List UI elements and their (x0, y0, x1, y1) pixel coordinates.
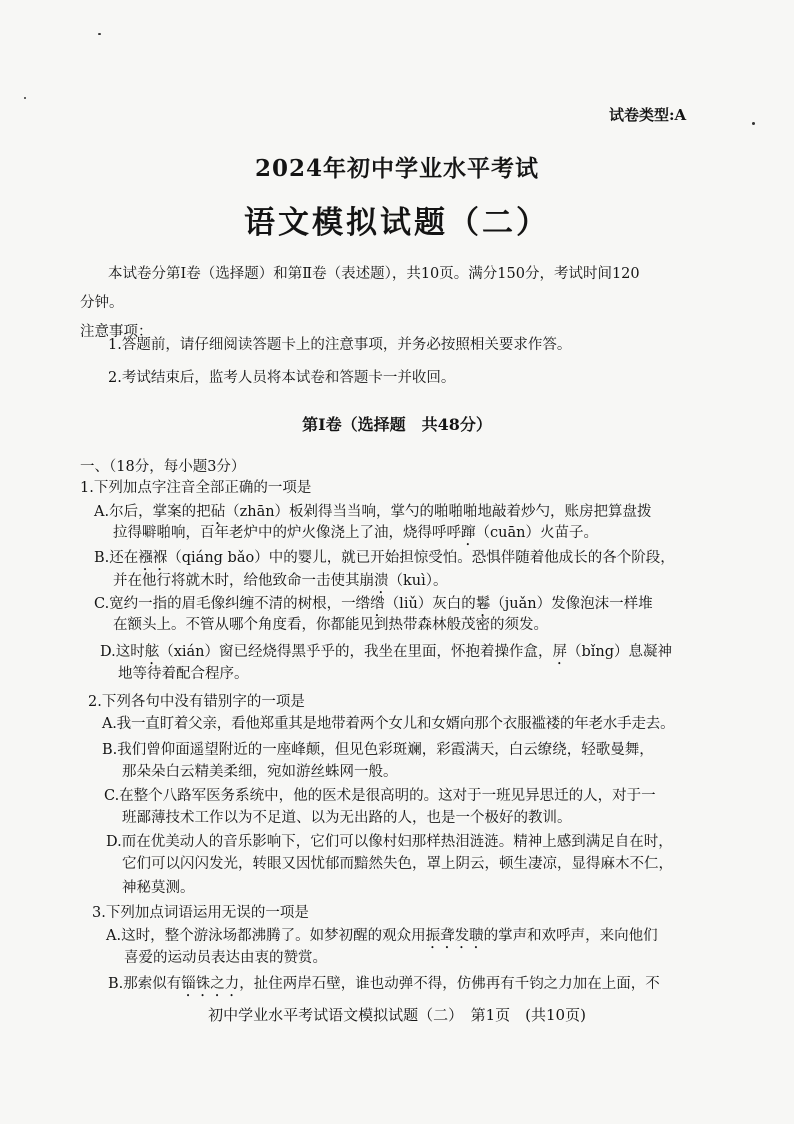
question-1-stem: 1.下列加点字注音全部正确的一项是 (80, 480, 312, 496)
emphasized-char: 屏 (552, 644, 568, 660)
question-2-option-c: C.在整个八路军医务系统中，他的医术是很高明的。这对于一班见异思迁的人，对于一 (104, 788, 656, 804)
scan-speck (752, 122, 755, 125)
question-2-option-d-cont: 它们可以闪闪发光，转眼又因忧郁而黯然失色，罩上阴云，顿生凄凉，显得麻木不仁， (122, 856, 673, 872)
intro-line-2: 分钟。 (80, 295, 124, 311)
option-text: （juǎn）发像泡沫一样堆 (490, 596, 653, 612)
notes-item-2: 2.考试结束后，监考人员将本试卷和答题卡一并收回。 (108, 370, 456, 386)
emphasized-phrase: 锱铢之力 (181, 976, 240, 992)
option-text: A.这时，整个游泳场都沸腾了。如梦初醒的观众用 (106, 928, 426, 944)
emphasized-char: 绺 (370, 596, 385, 612)
question-1-option-a-cont (113, 521, 598, 549)
question-3-option-b (108, 972, 660, 1000)
emphasized-char: 舷 (144, 644, 160, 660)
option-text: 的掌声和欢呼声，来向他们 (483, 928, 658, 944)
notes-item-1: 1.答题前，请仔细阅读答题卡上的注意事项，并务必按照相关要求作答。 (108, 337, 572, 353)
option-text: 并在他行将就木时，给他致命一击使其崩 (113, 573, 374, 589)
option-text: 拉得噼啪响，百年老炉中的炉火像浇上了油，烧得呼呼 (113, 525, 461, 541)
emphasized-char: 襁褓 (138, 550, 168, 566)
option-text: （bǐng）息凝神 (567, 644, 673, 660)
question-2-option-d: D.而在优美动人的音乐影响下，它们可以像村妇那样热泪涟涟。精神上感到满足自在时， (106, 834, 673, 850)
scan-speck (98, 33, 101, 35)
emphasized-phrase: 振聋发聩 (425, 928, 484, 944)
emphasized-char: 砧 (210, 504, 226, 520)
emphasized-char: 溃 (374, 573, 389, 589)
emphasized-char: 鬈 (475, 596, 491, 612)
option-text: （zhān）板剁得当当响，掌勺的啪啪啪地敲着炒勺，账房把算盘拨 (225, 504, 652, 520)
question-3-stem: 3.下列加点词语运用无误的一项是 (92, 905, 309, 921)
option-text: ，扯住两岸石壁，谁也动弹不得，仿佛再有千钧之力加在上面，不 (239, 976, 660, 992)
question-2-option-d-cont-2: 神秘莫测。 (122, 880, 195, 896)
question-2-option-b-cont: 那朵朵白云精美柔细，宛如游丝蛛网一般。 (122, 764, 398, 780)
exam-title: 2024年初中学业水平考试 (254, 155, 539, 182)
notes-heading: 注意事项： (80, 324, 153, 340)
scan-speck (24, 97, 26, 99)
option-text: （xián）窗已经烧得黑乎乎的，我坐在里面，怀抱着操作盒， (159, 644, 553, 660)
question-2-option-a: A.我一直盯着父亲，看他郑重其是地带着两个女儿和女婿向那个衣服褴褛的年老水手走去。 (102, 716, 675, 732)
question-2-option-b: B.我们曾仰面遥望附近的一座峰颠，但见色彩斑斓，彩霞满天，白云缭绕，轻歌曼舞， (102, 742, 654, 758)
intro-line-1: 本试卷分第Ⅰ卷（选择题）和第Ⅱ卷（表述题），共10页。满分150分，考试时间120 (108, 266, 640, 282)
option-text: C.宽约一指的眉毛像纠缠不清的树根，一绺 (94, 596, 371, 612)
paper-type-label: 试卷类型:A (609, 106, 687, 124)
question-3-option-a-cont: 喜爱的运动员表达由衷的赞赏。 (124, 950, 327, 966)
option-text: B.那索似有 (108, 976, 182, 992)
option-text: A.尔后，掌案的把 (94, 504, 211, 520)
question-2-stem: 2.下列各句中没有错别字的一项是 (88, 694, 305, 710)
question-1-option-d-cont: 地等待着配合程序。 (118, 666, 249, 682)
option-text: （cuān）火苗子。 (475, 525, 598, 541)
question-2-option-c-cont: 班鄙薄技术工作以为不足道、以为无出路的人，也是一个极好的教训。 (122, 810, 572, 826)
page-footer: 初中学业水平考试语文模拟试题（二） 第1页 (共10页) (208, 1006, 586, 1024)
question-1-option-c-cont: 在额头上。不管从哪个角度看，你都能见到热带森林般茂密的须发。 (113, 617, 548, 633)
option-text: D.这时 (100, 644, 145, 660)
section-heading: 第Ⅰ卷（选择题 共48分） (302, 415, 492, 434)
option-text: （qiáng bǎo）中的婴儿，就已开始担惊受怕。恐惧伴随着他成长的各个阶段， (167, 550, 675, 566)
paper-title: 语文模拟试题（二） (244, 205, 550, 241)
part-heading: 一、（18分，每小题3分） (80, 459, 246, 475)
option-text: （kuì）。 (388, 573, 448, 589)
option-text: （liǔ）灰白的 (384, 596, 476, 612)
option-text: B.还在 (94, 550, 139, 566)
emphasized-char: 蹿 (461, 525, 476, 541)
